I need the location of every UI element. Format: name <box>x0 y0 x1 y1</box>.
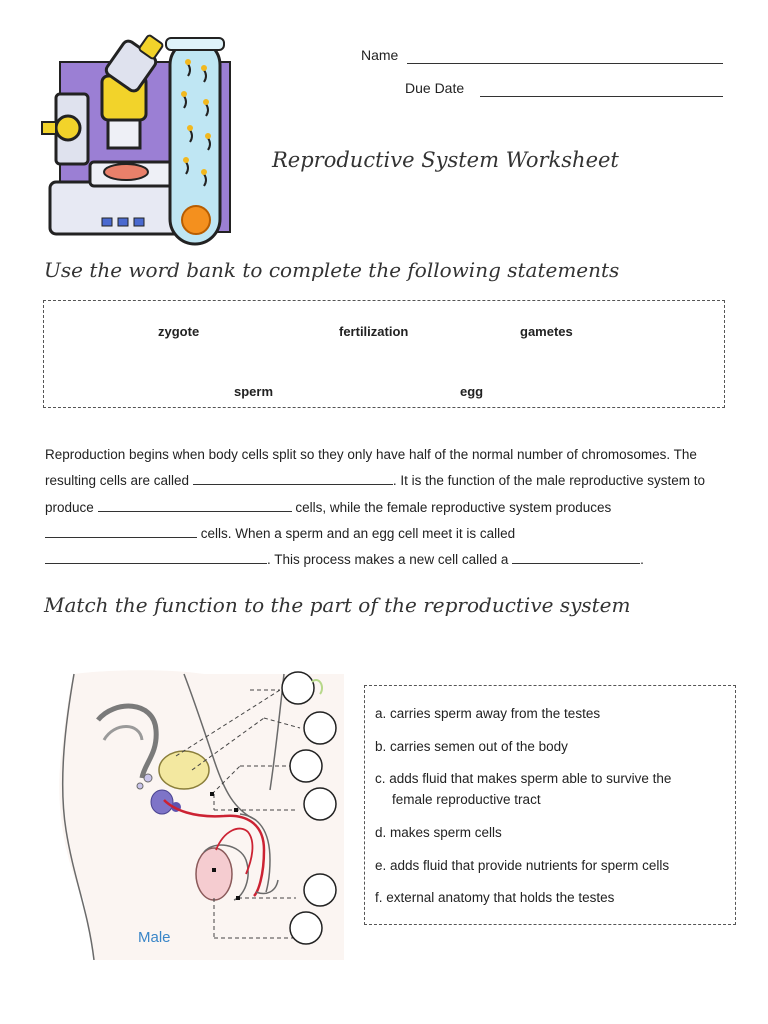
answer-blank[interactable] <box>45 551 267 564</box>
answer-circle[interactable] <box>304 788 336 820</box>
word-bank-box <box>43 300 725 408</box>
due-date-label: Due Date <box>405 80 465 96</box>
paragraph-text: Reproduction begins when body cells split so they only have half of the normal number of chromosomes. The resulting cells are called <box>45 447 697 489</box>
answer-blank[interactable] <box>193 472 393 485</box>
answer-blank[interactable] <box>45 525 197 538</box>
due-date-field[interactable] <box>480 96 723 97</box>
answer-circle[interactable] <box>304 874 336 906</box>
answer-blank[interactable] <box>512 551 640 564</box>
word-bank-heading: Use the word bank to complete the following statements <box>44 258 620 282</box>
fill-in-paragraph <box>45 442 735 573</box>
function-item-e: e. adds fluid that provide nutrients for sperm cells <box>375 858 670 873</box>
diagram-label-male: Male <box>138 929 171 946</box>
answer-circle[interactable] <box>304 712 336 744</box>
word-bank-item: sperm <box>234 384 274 399</box>
answer-circle[interactable] <box>290 750 322 782</box>
function-item-d: d. makes sperm cells <box>375 825 502 840</box>
answer-blank[interactable] <box>98 499 292 512</box>
paragraph-text: cells. When a sperm and an egg cell meet it is called <box>200 525 516 541</box>
word-bank-item: egg <box>460 384 484 399</box>
name-label: Name <box>361 47 399 63</box>
word-bank-item: zygote <box>158 324 200 339</box>
paragraph-text: . This process makes a new cell called a <box>267 552 509 568</box>
paragraph-text: cells, while the female reproductive system produces <box>295 499 612 515</box>
function-item-b: b. carries semen out of the body <box>375 739 568 754</box>
name-field[interactable] <box>407 63 723 64</box>
word-bank-item: fertilization <box>339 324 409 339</box>
paragraph-text: . <box>640 552 644 568</box>
paragraph-text: . It is the function of the male reproductive system to produce <box>45 473 705 515</box>
answer-circle[interactable] <box>290 912 322 944</box>
function-item-c-cont: female reproductive tract <box>392 792 541 807</box>
function-item-f: f. external anatomy that holds the testes <box>375 890 615 905</box>
function-item-a: a. carries sperm away from the testes <box>375 706 601 721</box>
microscope-clipart <box>38 34 238 252</box>
worksheet-title: Reproductive System Worksheet <box>272 148 619 172</box>
match-heading: Match the function to the part of the reproductive system <box>44 593 631 617</box>
function-item-c: c. adds fluid that makes sperm able to survive the <box>375 771 672 786</box>
answer-circle[interactable] <box>282 672 314 704</box>
word-bank-item: gametes <box>520 324 573 339</box>
